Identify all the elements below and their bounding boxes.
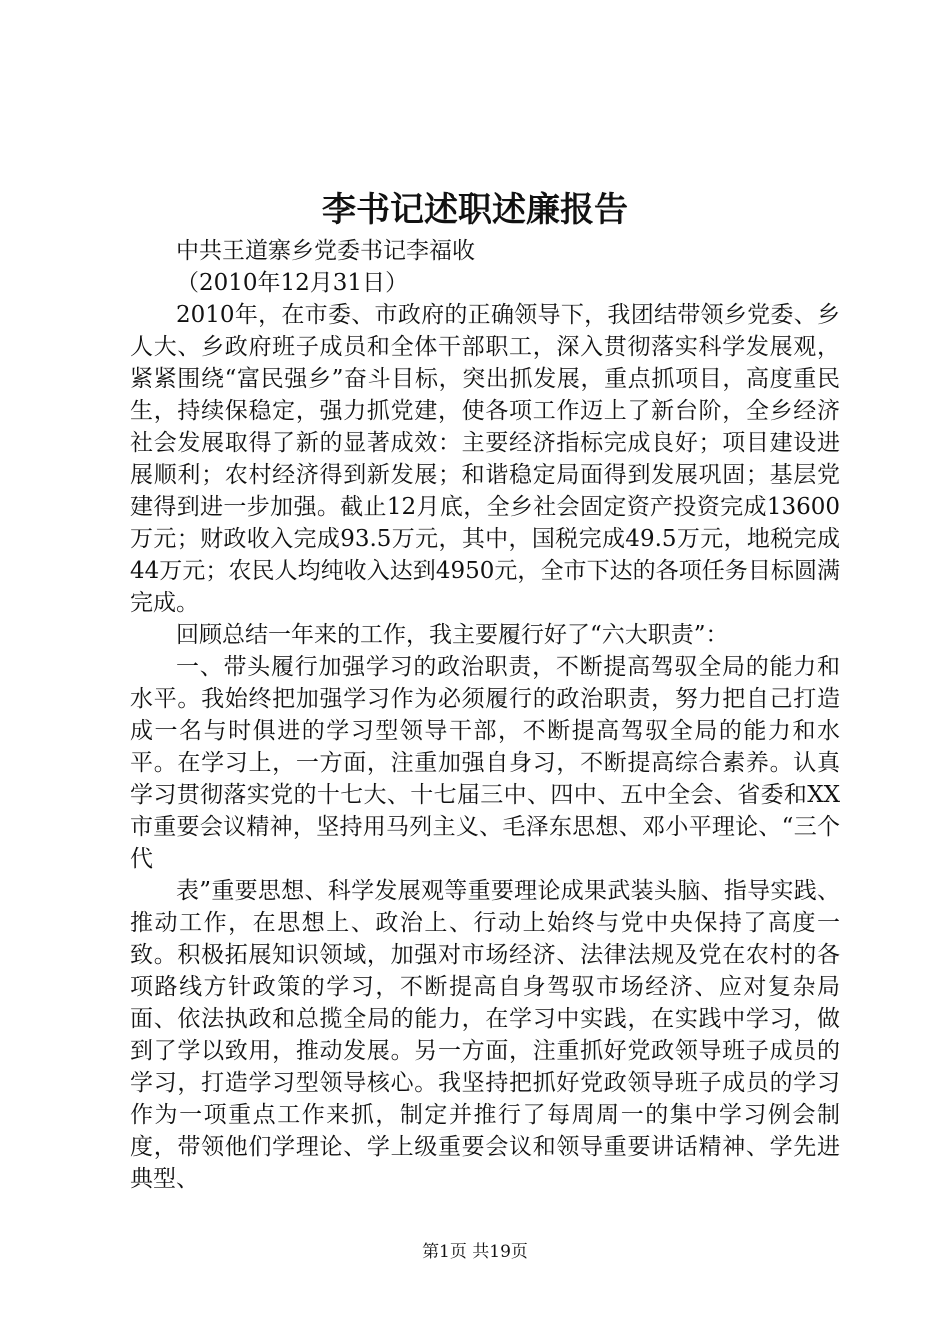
document-title: 李书记述职述廉报告	[322, 190, 628, 230]
paragraph-duty-one-continued: 表”重要思想、科学发展观等重要理论成果武装头脑、指导实践、推动工作，在思想上、政治上、行动上始终与党中央保持了高度一致。积极拓展知识领域，加强对市场经济、法律法规及党在农村的各项路线方针政策的学习，不断提高自身驾驭市场经济、应对复杂局面、依法执政和总揽全局的能力，在学习中实践，在实践中学习，做到了学以致用，推动发展。另一方面，注重抓好党政领导班子成员的学习，打造学习型领导核心。我坚持把抓好党政领导班子成员的学习作为一项重点工作来抓，制定并推行了每周周一的集中学习例会制度，带领他们学理论、学上级重要会议和领导重要讲话精神、学先进典型、	[130, 878, 840, 1192]
author-line: 中共王道寨乡党委书记李福收	[176, 238, 475, 264]
paragraph-summary: 回顾总结一年来的工作，我主要履行好了“六大职责”：	[176, 622, 729, 648]
paragraph-intro: 2010年，在市委、市政府的正确领导下，我团结带领乡党委、乡人大、乡政府班子成员和全体干部职工，深入贯彻落实科学发展观，紧紧围绕“富民强乡”奋斗目标，突出抓发展，重点抓项目，高度重民生，持续保稳定，强力抓党建，使各项工作迈上了新台阶，全乡经济社会发展取得了新的显著成效：主要经济指标完成良好；项目建设进展顺利；农村经济得到新发展；和谐稳定局面得到发展巩固；基层党建得到进一步加强。截止12月底，全乡社会固定资产投资完成13600万元；财政收入完成93.5万元，其中，国税完成49.5万元，地税完成44万元；农民人均纯收入达到4950元，全市下达的各项任务目标圆满完成。	[130, 302, 840, 616]
paragraph-duty-one: 一、带头履行加强学习的政治职责，不断提高驾驭全局的能力和水平。我始终把加强学习作为必须履行的政治职责，努力把自己打造成一名与时俱进的学习型领导干部，不断提高驾驭全局的能力和水平。在学习上，一方面，注重加强自身习，不断提高综合素养。认真学习贯彻落实党的十七大、十七届三中、四中、五中全会、省委和XX市重要会议精神，坚持用马列主义、毛泽东思想、邓小平理论、“三个代	[130, 654, 840, 872]
page-footer: 第1页 共19页	[422, 1242, 528, 1262]
document-body	[130, 235, 840, 1195]
date-line: （2010年12月31日）	[176, 270, 409, 296]
